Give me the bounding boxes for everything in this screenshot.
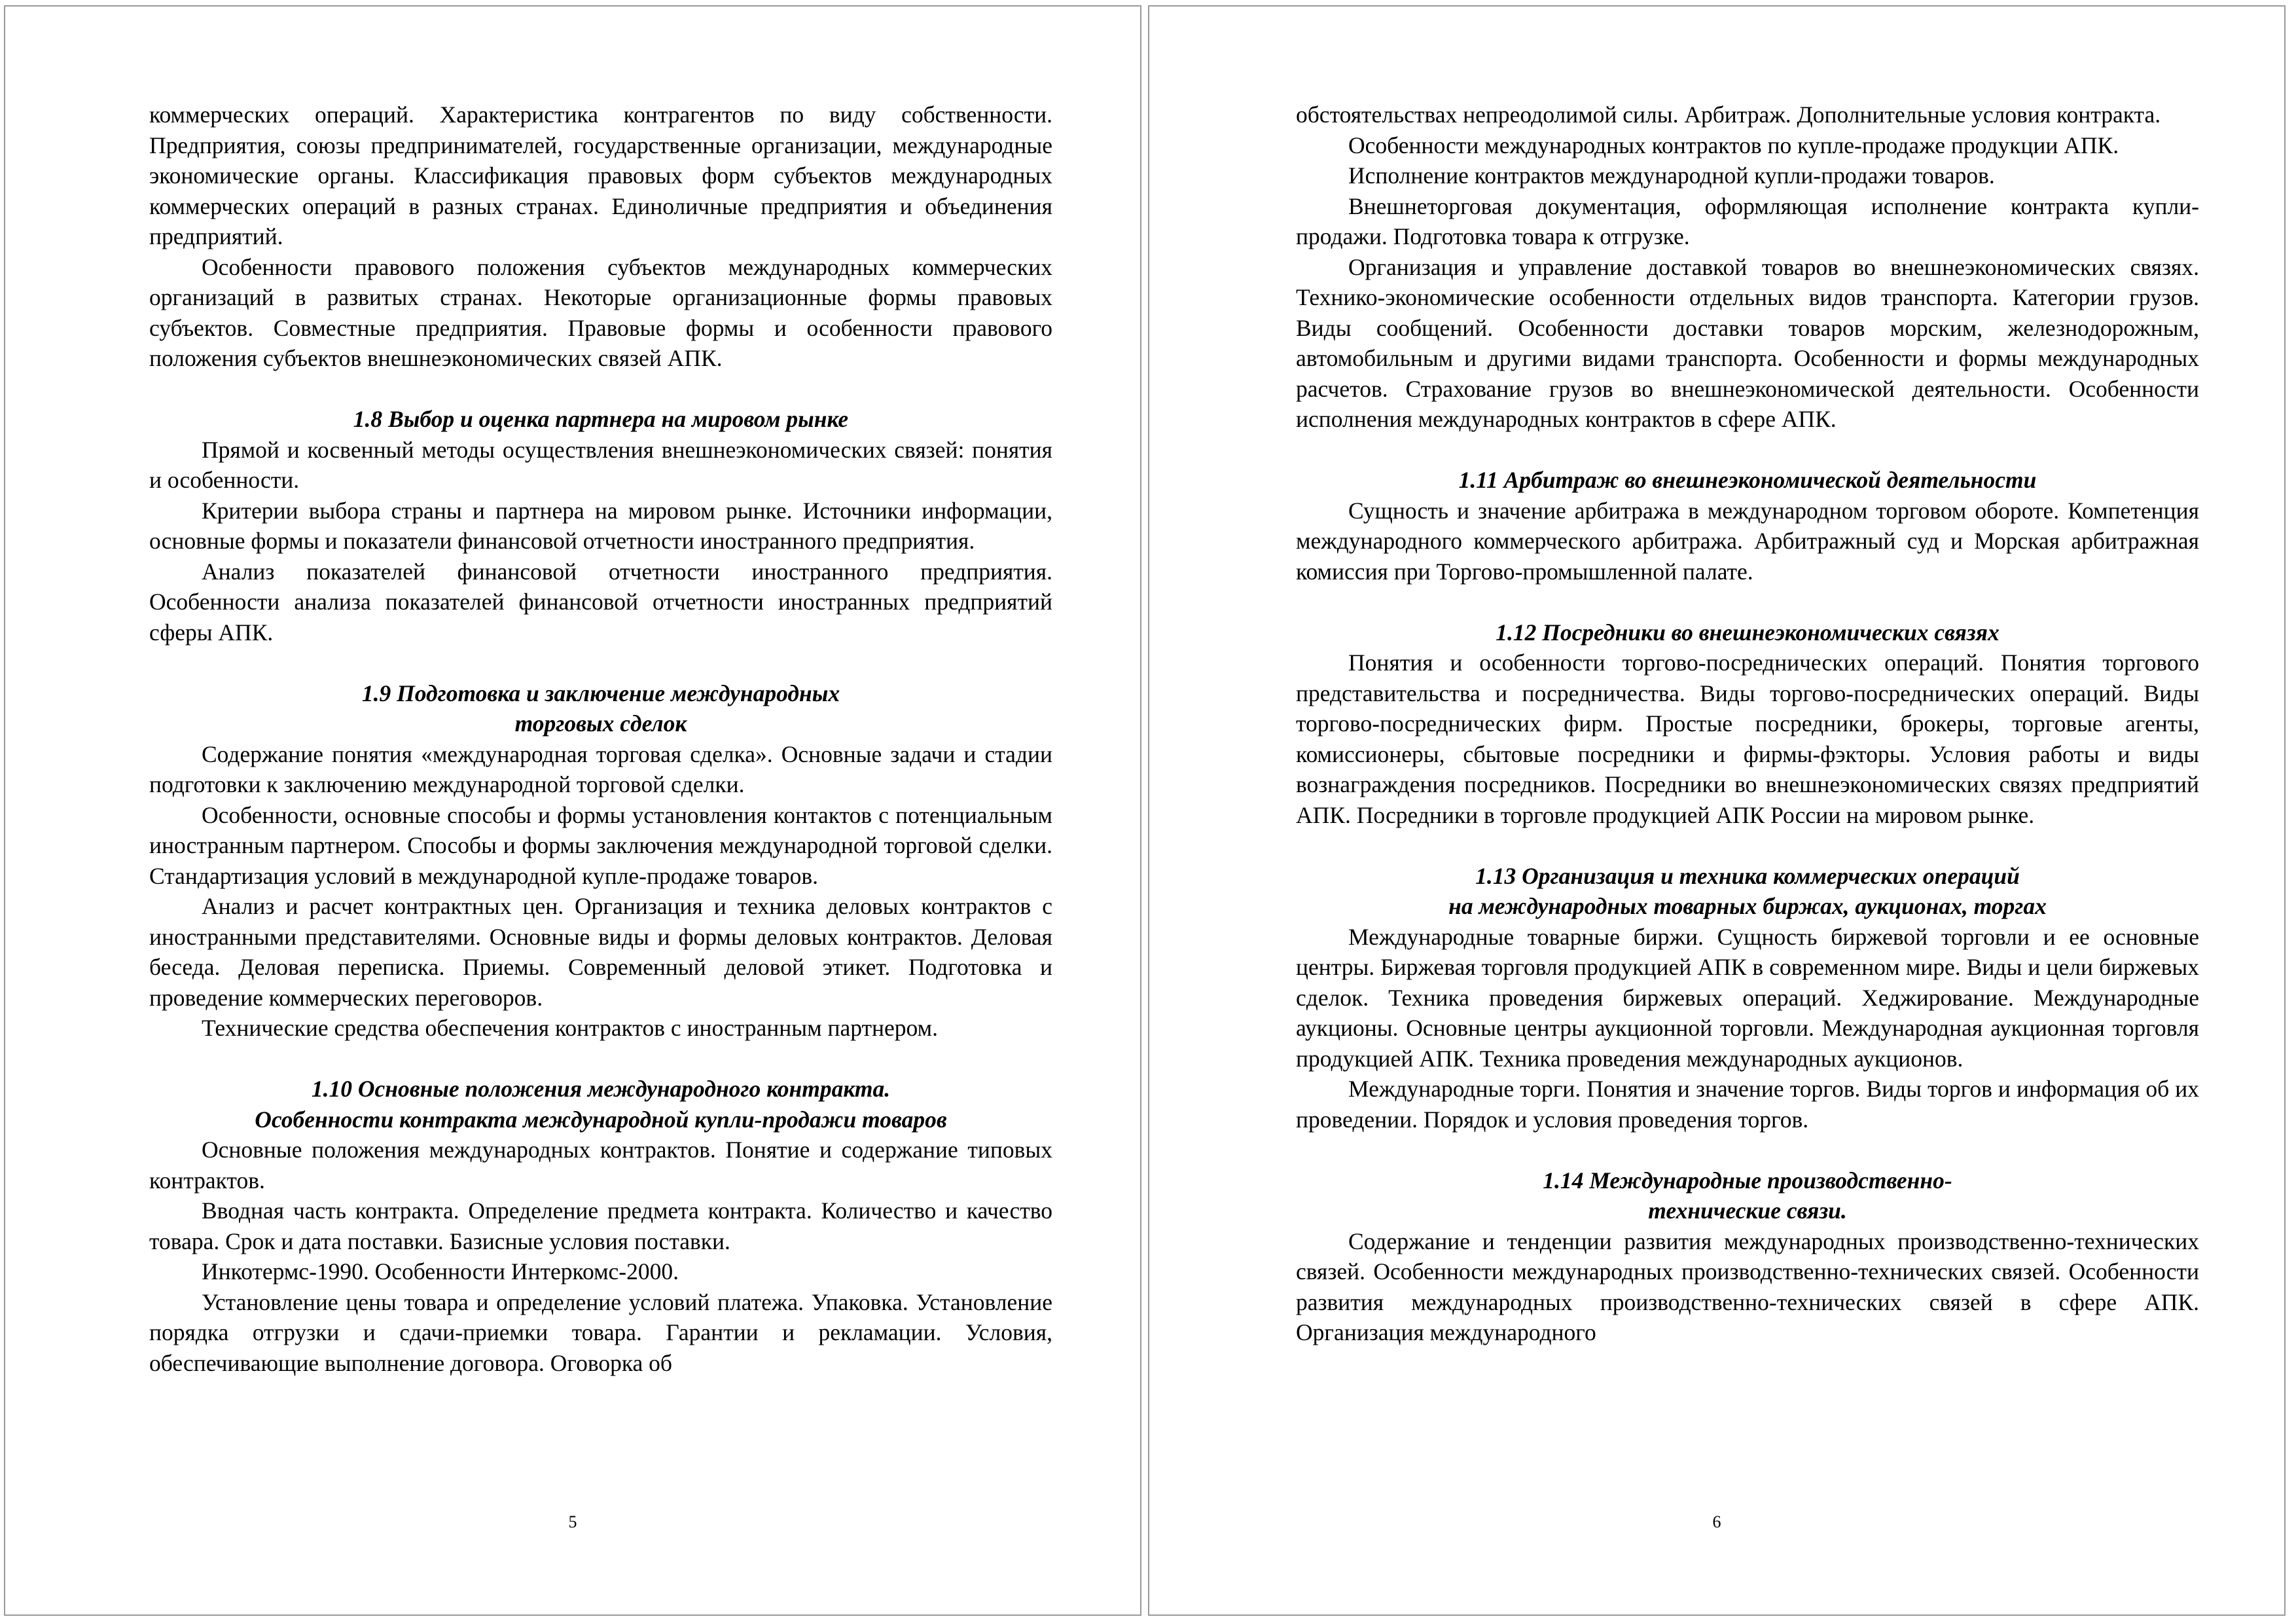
paragraph: Международные торги. Понятия и значение торгов. Виды торгов и информация об их проведении. Порядок и условия проведения торгов. <box>1296 1076 2199 1133</box>
paragraph: Основные положения международных контрактов. Понятие и содержание типовых контрактов. <box>149 1137 1052 1194</box>
page-right <box>1148 5 2286 1616</box>
section-heading-1-10 <box>149 1074 1052 1135</box>
heading-line: на международных товарных биржах, аукционах, торгах <box>1448 893 2047 919</box>
section-heading-1-13 <box>1296 861 2199 922</box>
paragraph: Прямой и косвенный методы осуществления внешнеэкономических связей: понятия и особенности. <box>149 436 1052 493</box>
heading-line: 1.14 Международные производственно- <box>1543 1167 1952 1194</box>
paragraph: Вводная часть контракта. Определение предмета контракта. Количество и качество товара. Срок и дата поставки. Базисные условия поставки. <box>149 1197 1052 1254</box>
section-heading-1-8: 1.8 Выбор и оценка партнера на мировом рынке <box>353 406 849 432</box>
paragraph: Инкотермс-1990. Особенности Интеркомс-2000. <box>202 1258 679 1285</box>
page-number: 6 <box>1712 1512 1721 1531</box>
paragraph: обстоятельствах непреодолимой силы. Арбитраж. Дополнительные условия контракта. <box>1296 101 2161 128</box>
heading-line: 1.13 Организация и техника коммерческих операций <box>1475 862 2020 889</box>
paragraph: коммерческих операций. Характеристика контрагентов по виду собственности. Предприятия, союзы предпринимателей, государственные организации, международные экономические органы. Классификация правовых форм субъектов международных коммерческих операций в разных странах. Единоличные предприятия и объединения предприятий. <box>149 101 1052 249</box>
section-heading-1-11: 1.11 Арбитраж во внешнеэкономической деятельности <box>1458 467 2037 493</box>
paragraph: Критерии выбора страны и партнера на мировом рынке. Источники информации, основные формы и показатели финансовой отчетности иностранного предприятия. <box>149 497 1052 554</box>
paragraph: Содержание и тенденции развития международных производственно-технических связей. Особенности международных производственно-технических связей. Особенности развития международных производственно-технических связей в сфере АПК. Организация международного <box>1296 1228 2199 1345</box>
section-heading-1-14 <box>1296 1165 2199 1226</box>
heading-line: торговых сделок <box>514 710 687 737</box>
paragraph: Понятия и особенности торгово-посреднических операций. Понятия торгового представительства и посредничества. Виды торгово-посреднических операций. Виды торгово-посреднических фирм. Простые посредники, брокеры, торговые агенты, комиссионеры, сбытовые посредники и фирмы-фэкторы. Условия работы и виды вознаграждения посредников. Посредники во внешнеэкономических связях предприятий АПК. Посредники в торговле продукцией АПК России на мировом рынке. <box>1296 649 2199 828</box>
paragraph: Особенности международных контрактов по купле-продаже продукции АПК. <box>1348 132 2119 158</box>
paragraph: Особенности правового положения субъектов международных коммерческих организаций в развитых странах. Некоторые организационные формы правовых субъектов. Совместные предприятия. Правовые формы и особенности правового положения субъектов внешнеэкономических связей АПК. <box>149 253 1052 371</box>
page-right-text <box>1296 100 2199 1348</box>
paragraph: Внешнеторговая документация, оформляющая исполнение контракта купли-продажи. Подготовка товара к отгрузке. <box>1296 192 2199 249</box>
section-heading-1-12: 1.12 Посредники во внешнеэкономических связях <box>1496 619 2000 646</box>
paragraph: Организация и управление доставкой товаров во внешнеэкономических связях. Технико-экономические особенности отдельных видов транспорта. Категории грузов. Виды сообщений. Особенности доставки товаров морским, железнодорожным, автомобильным и другими видами транспорта. Особенности и формы международных расчетов. Страхование грузов во внешнеэкономической деятельности. Особенности исполнения международных контрактов в сфере АПК. <box>1296 253 2199 432</box>
page-left <box>4 5 1141 1616</box>
heading-line: 1.9 Подготовка и заключение международных <box>361 680 840 706</box>
paragraph: Анализ показателей финансовой отчетности иностранного предприятия. Особенности анализа показателей финансовой отчетности иностранных предприятий сферы АПК. <box>149 558 1052 646</box>
paragraph: Сущность и значение арбитража в международном торговом обороте. Компетенция международного коммерческого арбитража. Арбитражный суд и Морская арбитражная комиссия при Торгово-промышленной палате. <box>1296 497 2199 585</box>
heading-line: 1.10 Основные положения международного контракта. <box>311 1076 891 1102</box>
paragraph: Содержание понятия «международная торговая сделка». Основные задачи и стадии подготовки к заключению международной торговой сделки. <box>149 740 1052 797</box>
paragraph: Международные товарные биржи. Сущность биржевой торговли и ее основные центры. Биржевая торговля продукцией АПК в современном мире. Виды и цели биржевых сделок. Техника проведения биржевых операций. Хеджирование. Международные аукционы. Основные центры аукционной торговли. Международная аукционная торговля продукцией АПК. Техника проведения международных аукционов. <box>1296 923 2199 1072</box>
heading-line: Особенности контракта международной купли-продажи товаров <box>255 1106 947 1133</box>
paragraph: Исполнение контрактов международной купли-продажи товаров. <box>1348 162 1995 189</box>
page-left-text <box>149 100 1052 1378</box>
paragraph: Технические средства обеспечения контрактов с иностранным партнером. <box>202 1015 938 1041</box>
paragraph: Установление цены товара и определение условий платежа. Упаковка. Установление порядка отгрузки и сдачи-приемки товара. Гарантии и рекламации. Условия, обеспечивающие выполнение договора. Оговорка об <box>149 1288 1052 1376</box>
heading-line: технические связи. <box>1648 1197 1847 1224</box>
paragraph: Особенности, основные способы и формы установления контактов с потенциальным иностранным партнером. Способы и формы заключения международной торговой сделки. Стандартизация условий в международной купле-продаже товаров. <box>149 801 1052 889</box>
section-heading-1-9 <box>149 678 1052 739</box>
page-number: 5 <box>568 1512 577 1531</box>
paragraph: Анализ и расчет контрактных цен. Организация и техника деловых контрактов с иностранными представителями. Основные виды и формы деловых контрактов. Деловая беседа. Деловая переписка. Приемы. Современный деловой этикет. Подготовка и проведение коммерческих переговоров. <box>149 893 1052 1011</box>
